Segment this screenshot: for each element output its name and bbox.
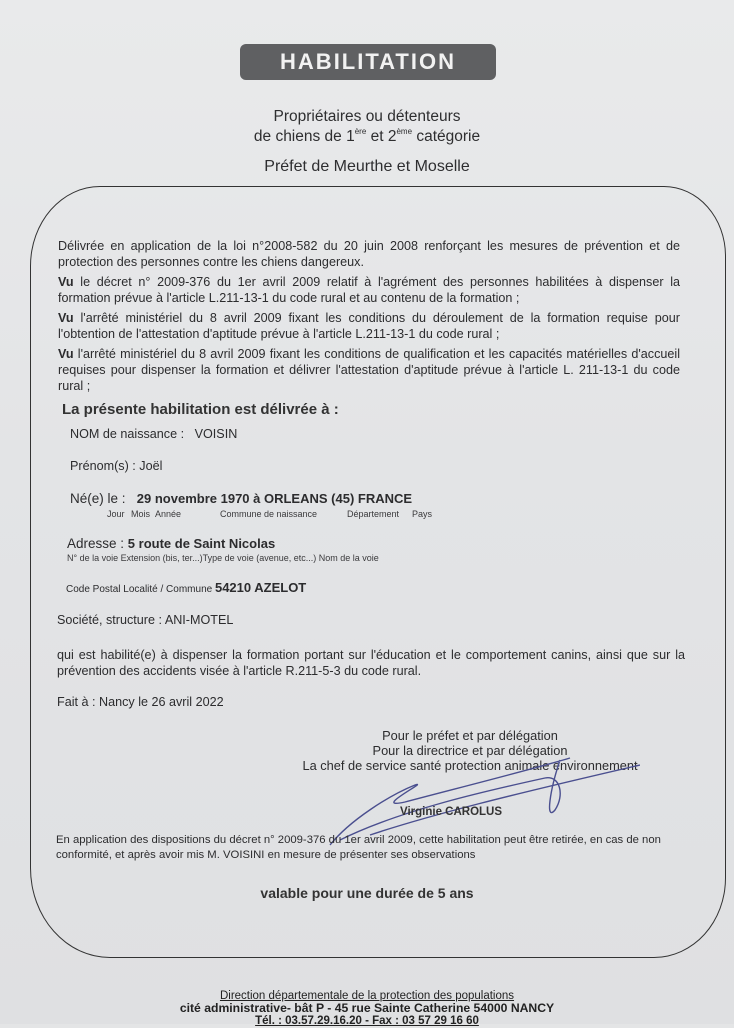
issue-place-date: Fait à : Nancy le 26 avril 2022: [57, 695, 224, 709]
hint-adresse: N° de la voie Extension (bis, ter...)Type de voie (avenue, etc...) Nom de la voie: [67, 553, 379, 563]
adresse-label: Adresse :: [67, 536, 125, 551]
prenom-label: Prénom(s) :: [70, 459, 136, 473]
preamble-decree: [58, 274, 680, 306]
preamble-arrete-1: [58, 310, 680, 342]
validity-period: valable pour une durée de 5 ans: [260, 885, 474, 901]
adresse-value: 5 route de Saint Nicolas: [127, 536, 276, 551]
superscript: ère: [354, 127, 367, 136]
hint-pays: Pays: [412, 509, 433, 519]
preamble-text: le décret n° 2009-376 du 1er avril 2009 relatif à l'agrément des personnes habilitées à dispenser la formation prévue à l'article L.211-13-1 du code rural et au contenu de la formation ;: [58, 275, 680, 305]
footer-phone-fax: Tél. : 03.57.29.16.20 - Fax : 03 57 29 16 60: [255, 1015, 479, 1027]
signature-stroke: [330, 758, 640, 845]
preamble-text: l'arrêté ministériel du 8 avril 2009 fixant les conditions du déroulement de la formation requise pour l'obtention de l'attestation d'aptitude prévue à l'article L.211-13-1 du code rural ;: [58, 311, 680, 341]
vu-label: Vu: [58, 347, 74, 361]
hint-annee: Année: [155, 509, 182, 519]
subtitle-categories: [0, 127, 734, 147]
withdrawal-note: En application des dispositions du décret n° 2009-376 du 1er avril 2009, cette habilitation peut être retirée, en cas de non conformité, et après avoir mis M. VOISINI en mesure de présenter ses observations: [56, 834, 661, 861]
nom-value: VOISIN: [194, 427, 238, 441]
holder-heading: La présente habilitation est délivrée à :: [62, 401, 339, 418]
footer-department: Direction départementale de la protection des populations: [219, 990, 515, 1002]
hint-mois: Mois: [131, 509, 151, 519]
prenom-value: Joël: [139, 459, 163, 473]
cp-label: Code Postal Localité / Commune: [66, 584, 213, 595]
societe-label: Société, structure :: [57, 613, 162, 627]
field-code-postal: [66, 580, 306, 595]
vu-label: Vu: [58, 275, 74, 289]
vu-label: Vu: [58, 311, 74, 325]
field-societe: [57, 613, 233, 627]
hint-commune: Commune de naissance: [220, 509, 318, 519]
field-nom: [70, 427, 237, 441]
societe-value: ANI-MOTEL: [164, 613, 234, 627]
superscript: ème: [396, 127, 413, 136]
footer-address: cité administrative- bât P - 45 rue Sainte Catherine 54000 NANCY: [179, 1001, 555, 1015]
field-prenom: [70, 459, 162, 473]
scope-text: qui est habilité(e) à dispenser la formation portant sur l'éducation et le comportement canins, ainsi que sur la prévention des accidents visée à l'article R.211-5-3 du code rural.: [57, 648, 685, 678]
subtitle-part: et 2: [366, 128, 397, 145]
preamble-arrete-2: [58, 346, 680, 394]
hint-jour: Jour: [107, 509, 125, 519]
signature-delegation-1: Pour le préfet et par délégation: [382, 728, 558, 743]
naissance-value: 29 novembre 1970 à ORLEANS (45) FRANCE: [136, 491, 413, 506]
nom-label: NOM de naissance :: [70, 427, 185, 441]
hint-departement: Département: [347, 509, 400, 519]
document-title: HABILITATION: [240, 44, 496, 80]
field-naissance: [70, 491, 412, 506]
naissance-label: Né(e) le :: [70, 491, 126, 506]
preamble-text: l'arrêté ministériel du 8 avril 2009 fixant les conditions de qualification et les capacités matérielles d'accueil requises pour dispenser la formation et délivrer l'attestation d'aptitude prévue à l'article L. 211-13-1 du code rural ;: [58, 347, 680, 393]
preamble-law: Délivrée en application de la loi n°2008-582 du 20 juin 2008 renforçant les mesures de prévention et de protection des personnes contre les chiens dangereux.: [58, 239, 680, 269]
signatory-name: Virginie CAROLUS: [400, 806, 503, 818]
cp-value: 54210 AZELOT: [214, 580, 307, 595]
subtitle-part: de chiens de 1: [253, 128, 355, 145]
signature-delegation-2: Pour la directrice et par délégation: [372, 743, 568, 758]
field-adresse: [67, 536, 275, 551]
subtitle-owners: Propriétaires ou détenteurs: [273, 108, 461, 125]
subtitle-part: catégorie: [412, 128, 481, 145]
signature-service: La chef de service santé protection animale environnement: [302, 758, 638, 773]
issuing-authority: Préfet de Meurthe et Moselle: [264, 158, 470, 175]
